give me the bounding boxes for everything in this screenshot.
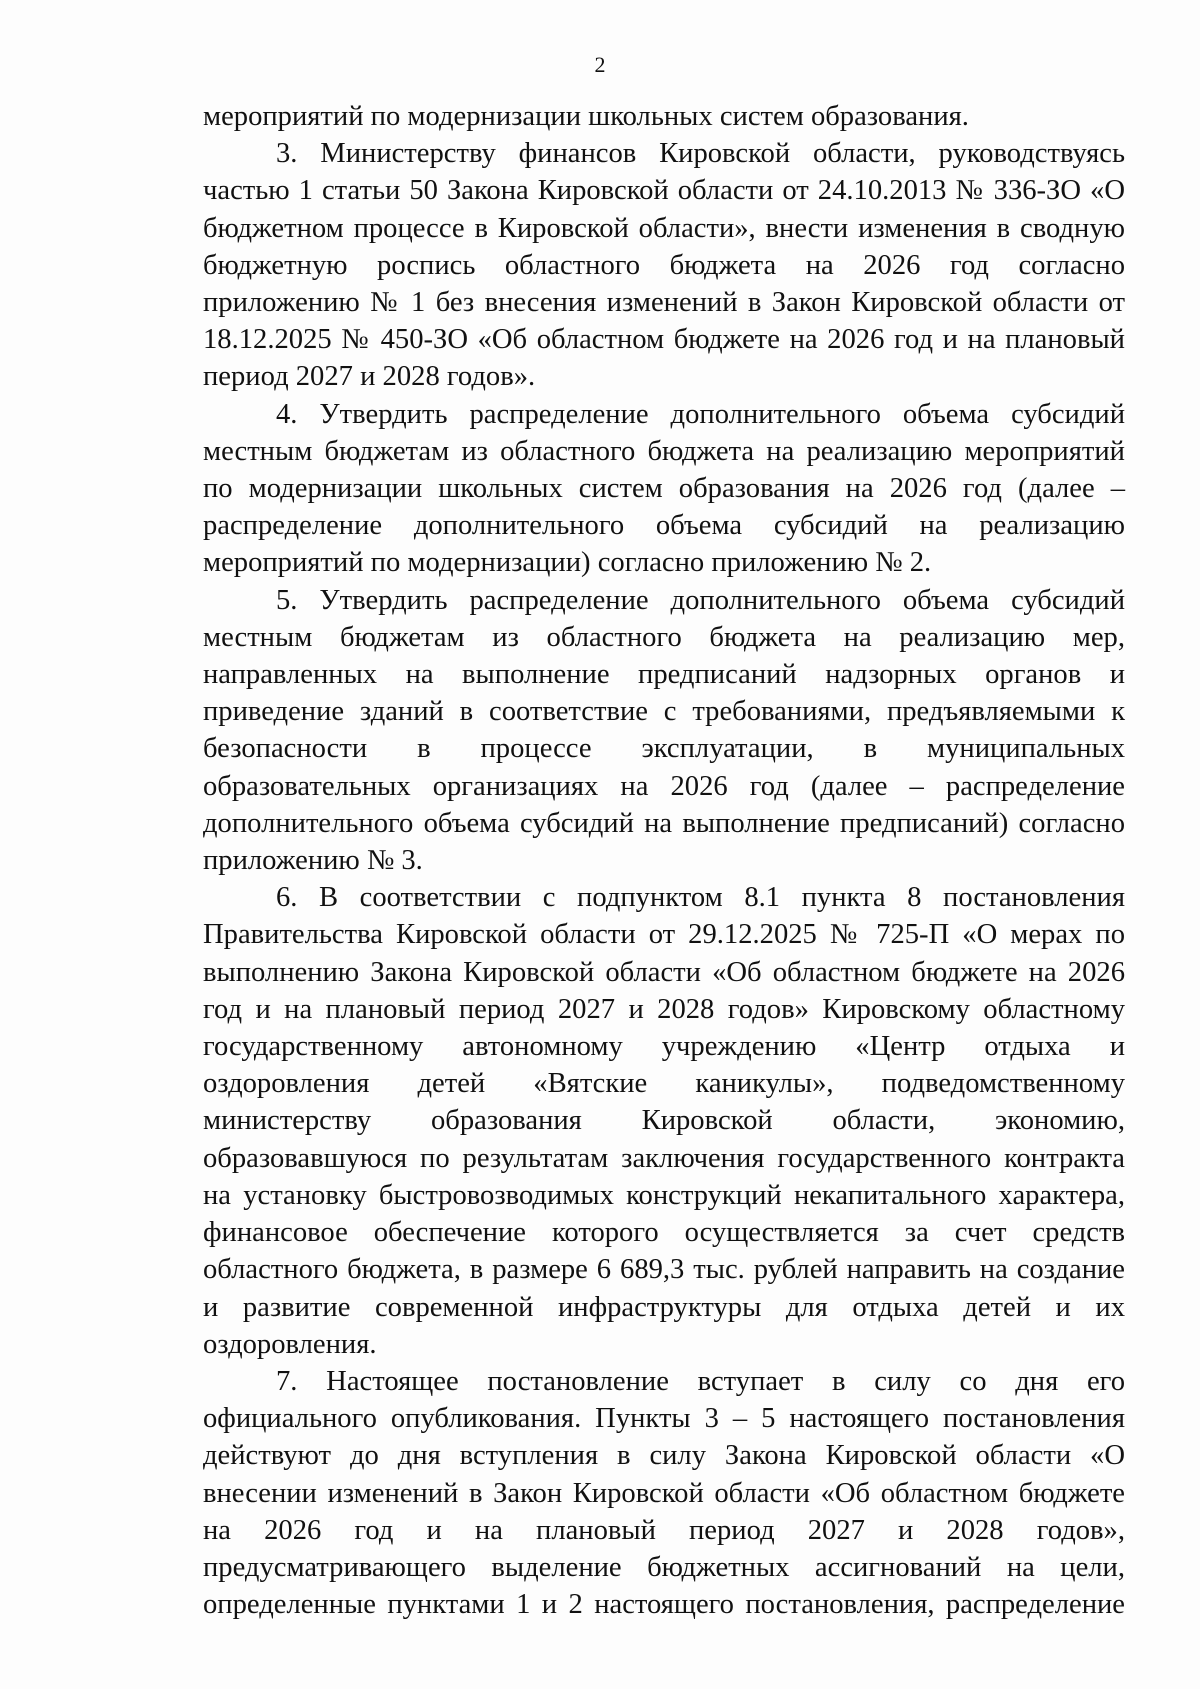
paragraph-item-7: 7. Настоящее постановление вступает в силу со дня его официального опубликования. Пункты 3 – 5 настоящего постановления действуют до дня вступления в силу Закона Кировской области «О внесении изменений в Закон Кировской области «Об областном бюджете на 2026 год и на плановый период 2027 и 2028 годов», предусматривающего выделение бюджетных ассигнований на цели, определенные пунктами 1 и 2 настоящего постановления, распределение [203, 1365, 1125, 1621]
paragraph-item-4: 4. Утвердить распределение дополнительного объема субсидий местным бюджетам из областного бюджета на реализацию мероприятий по модернизации школьных систем образования на 2026 год (далее – распределение дополнительного объема субсидий на реализацию мероприятий по модернизации) согласно приложению № 2. [203, 398, 1125, 579]
paragraph-item-5: 5. Утвердить распределение дополнительного объема субсидий местным бюджетам из областного бюджета на реализацию мер, направленных на выполнение предписаний надзорных органов и приведение зданий в соответствие с требованиями, предъявляемыми к безопасности в процессе эксплуатации, в муниципальных образовательных организациях на 2026 год (далее – распределение дополнительного объема субсидий на выполнение предписаний) согласно приложению № 3. [203, 584, 1125, 877]
paragraph-continuation: мероприятий по модернизации школьных систем образования. [203, 101, 969, 132]
page-number: 2 [594, 52, 606, 77]
paragraph-item-6: 6. В соответствии с подпунктом 8.1 пункта 8 постановления Правительства Кировской области от 29.12.2025 № 725-П «О мерах по выполнению Закона Кировской области «Об областном бюджете на 2026 год и на плановый период 2027 и 2028 годов» Кировскому областному государственному автономному учреждению «Центр отдыха и оздоровления детей «Вятские каникулы», подведомственному министерству образования Кировской области, экономию, образовавшуюся по результатам заключения государственного контракта на установку быстровозводимых конструкций некапитального характера, финансовое обеспечение которого осуществляется за счет средств областного бюджета, в размере 6 689,3 тыс. рублей направить на создание и развитие современной инфраструктуры для отдыха детей и их оздоровления. [203, 882, 1125, 1360]
paragraph-item-3: 3. Министерству финансов Кировской области, руководствуясь частью 1 статьи 50 Закона Кировской области от 24.10.2013 № 336-ЗО «О бюджетном процессе в Кировской области», внести изменения в сводную бюджетную роспись областного бюджета на 2026 год согласно приложению № 1 без внесения изменений в Закон Кировской области от 18.12.2025 № 450-ЗО «Об областном бюджете на 2026 год и на плановый период 2027 и 2028 годов». [203, 138, 1125, 393]
document-body [203, 98, 1125, 1623]
